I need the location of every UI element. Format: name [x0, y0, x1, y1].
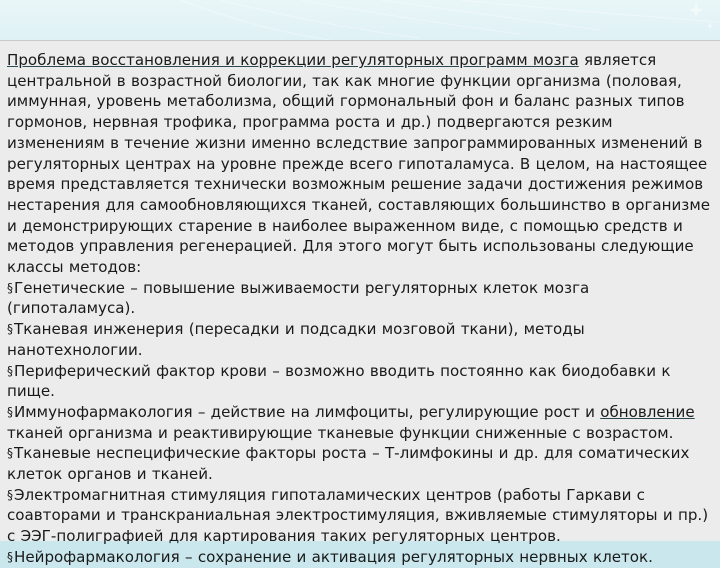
- list-item-text: Нейрофармакология – сохранение и активация регуляторных нервных клеток.: [14, 547, 653, 566]
- list-item: [7, 443, 715, 484]
- list-item: [7, 278, 715, 319]
- intro-underlined-title: Проблема восстановления и коррекции регуляторных программ мозга: [7, 51, 579, 69]
- list-item-text: Тканевые неспецифические факторы роста – Т-лимфокины и др. для соматических клеток органов и тканей.: [7, 444, 690, 484]
- slide-text: [7, 50, 715, 568]
- list-item-text: Периферический фактор крови – возможно вводить постоянно как биодобавки к пище.: [7, 361, 671, 401]
- bullet-marker: §: [7, 404, 13, 419]
- list-item-text: Электромагнитная стимуляция гипоталамических центров (работы Гаркави с соавторами и транскраниальная электростимуляция, вживляемые стимуляторы и пр.) с ЭЭГ-полиграфией для картирования таких регуляторных центров.: [7, 485, 709, 546]
- bullet-marker: §: [7, 487, 13, 502]
- intro-paragraph: [7, 50, 715, 278]
- bullet-marker: §: [7, 446, 13, 461]
- list-item: [7, 361, 715, 402]
- list-item-text: Иммунофармакология – действие на лимфоциты, регулирующие рост и: [14, 402, 601, 421]
- list-item: [7, 319, 715, 360]
- list-item: [7, 485, 715, 547]
- bullet-marker: §: [7, 549, 13, 564]
- bullet-marker: §: [7, 363, 13, 378]
- list-item-text-continued: тканей организма и реактивирующие тканевые функции сниженные с возрастом.: [7, 423, 674, 442]
- list-item-text: Тканевая инженерия (пересадки и подсадки мозговой ткани), методы нанотехнологии.: [7, 320, 585, 359]
- bullet-marker: §: [7, 322, 13, 337]
- underlined-word: обновление: [600, 402, 695, 421]
- list-item: [7, 402, 715, 443]
- list-item: [7, 547, 715, 568]
- intro-body: является центральной в возрастной биологии, так как многие функции организма (половая, иммунная, уровень метаболизма, общий гормональный фон и баланс разных типов гормонов, нервная трофика, программа роста и др.) подвергаются резким изменениям в течение жизни именно вследствие запрограммированных изменений в регуляторных центрах на уровне прежде всего гипоталамуса. В целом, на настоящее время представляется технически возможным решение задачи достижения режимов нестарения для самообновляющихся тканей, составляющих большинство в организме и демонстрирующих старение в наиболее выраженном виде, с помощью средств и методов управления регенерацией. Для этого могут быть использованы следующие классы методов:: [7, 51, 710, 277]
- list-item-text: Генетические – повышение выживаемости регуляторных клеток мозга (гипоталамуса).: [7, 278, 590, 318]
- bullet-marker: §: [7, 280, 13, 295]
